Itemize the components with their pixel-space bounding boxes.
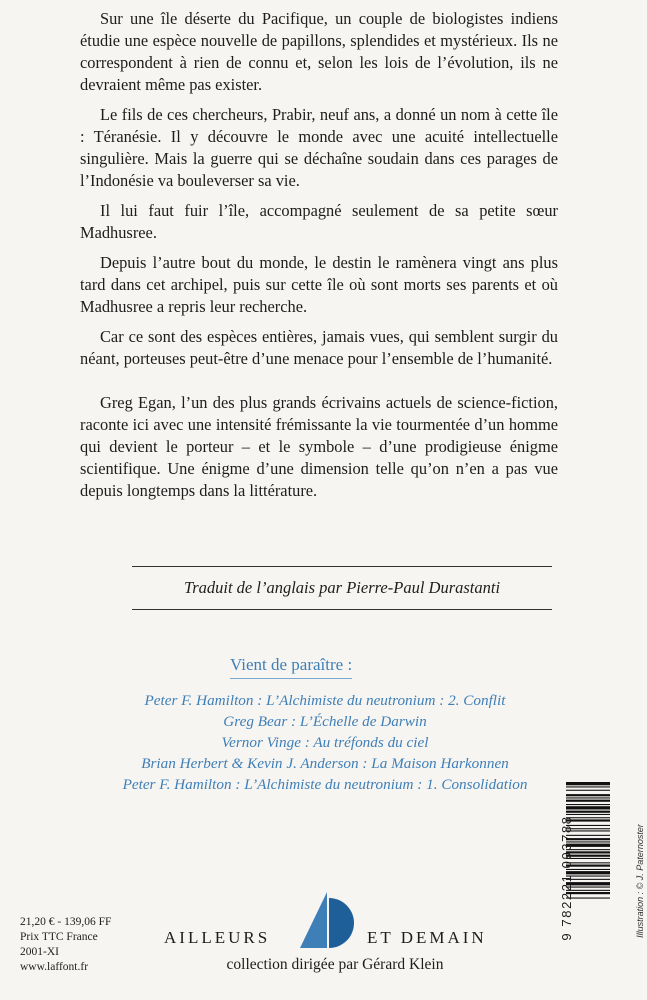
- list-item: Vernor Vinge : Au tréfonds du ciel: [221, 734, 429, 751]
- publisher-url: www.laffont.fr: [20, 961, 89, 973]
- translator-credit: Traduit de l’anglais par Pierre-Paul Durastanti: [183, 578, 501, 597]
- collection-editor: collection dirigée par Gérard Klein: [226, 956, 444, 973]
- illustration-credit: Illustration : © J. Paternoster: [635, 824, 645, 938]
- price-label: Prix TTC France: [20, 931, 98, 943]
- edition-code: 2001-XI: [20, 946, 59, 958]
- series-name-left: AILLEURS: [164, 928, 271, 947]
- divider-top: [132, 566, 552, 567]
- blurb-paragraph: Car ce sont des espèces entières, jamais vues, qui semblent surgir du néant, porteuses peut-être d’une menace pour l’ensemble de l’humanité.: [80, 327, 558, 368]
- divider-bottom: [132, 609, 552, 610]
- blurb-paragraph: Sur une île déserte du Pacifique, un couple de biologistes indiens étudie une espèce nouvelle de papillons, splendides et mystérieux. Ils ne correspondent à rien de connu et, selon les lois de l’évolution, ils ne devraient même pas exister.: [80, 9, 558, 94]
- list-item: Greg Bear : L’Échelle de Darwin: [223, 713, 427, 730]
- series-logo-icon: [298, 890, 356, 952]
- blurb-paragraph: Depuis l’autre bout du monde, le destin le ramènera vingt ans plus tard dans cet archipel, puis sur cette île où sont morts ses parents et où Madhusree a repris leur recherche.: [80, 253, 558, 316]
- price-block: [20, 915, 111, 975]
- blurb-paragraph: Le fils de ces chercheurs, Prabir, neuf ans, a donné un nom à cette île : Téranésie. Il y découvre le monde avec une acuité intellectuelle singulière. Mais la guerre qui se déchaîne soudain dans ces parages de l’Indonésie va bouleverser sa vie.: [80, 105, 558, 190]
- blurb-paragraph: Greg Egan, l’un des plus grands écrivains actuels de science-fiction, raconte ici avec une intensité frémissante la vie tourmentée d’un homme qui devient le porteur – et le symbole – d’une prodigieuse énigme scientifique. Une énigme d’une dimension telle qu’on n’en a pas vue depuis longtemps dans la littérature.: [80, 393, 558, 500]
- list-item: Brian Herbert & Kevin J. Anderson : La Maison Harkonnen: [141, 755, 509, 772]
- price: 21,20 € - 139,06 FF: [20, 916, 112, 928]
- series-name-right: ET DEMAIN: [367, 928, 487, 947]
- list-item: Peter F. Hamilton : L’Alchimiste du neutronium : 1. Consolidation: [122, 776, 528, 793]
- list-item: Peter F. Hamilton : L’Alchimiste du neutronium : 2. Conflit: [144, 692, 506, 709]
- vient-de-paraitre-heading: Vient de paraître :: [230, 655, 352, 679]
- isbn-digits: 9 782221 093788: [559, 815, 574, 941]
- blurb: [80, 8, 558, 510]
- blurb-paragraph: Il lui faut fuir l’île, accompagné seulement de sa petite sœur Madhusree.: [80, 201, 558, 242]
- vient-de-paraitre-list: [95, 690, 555, 795]
